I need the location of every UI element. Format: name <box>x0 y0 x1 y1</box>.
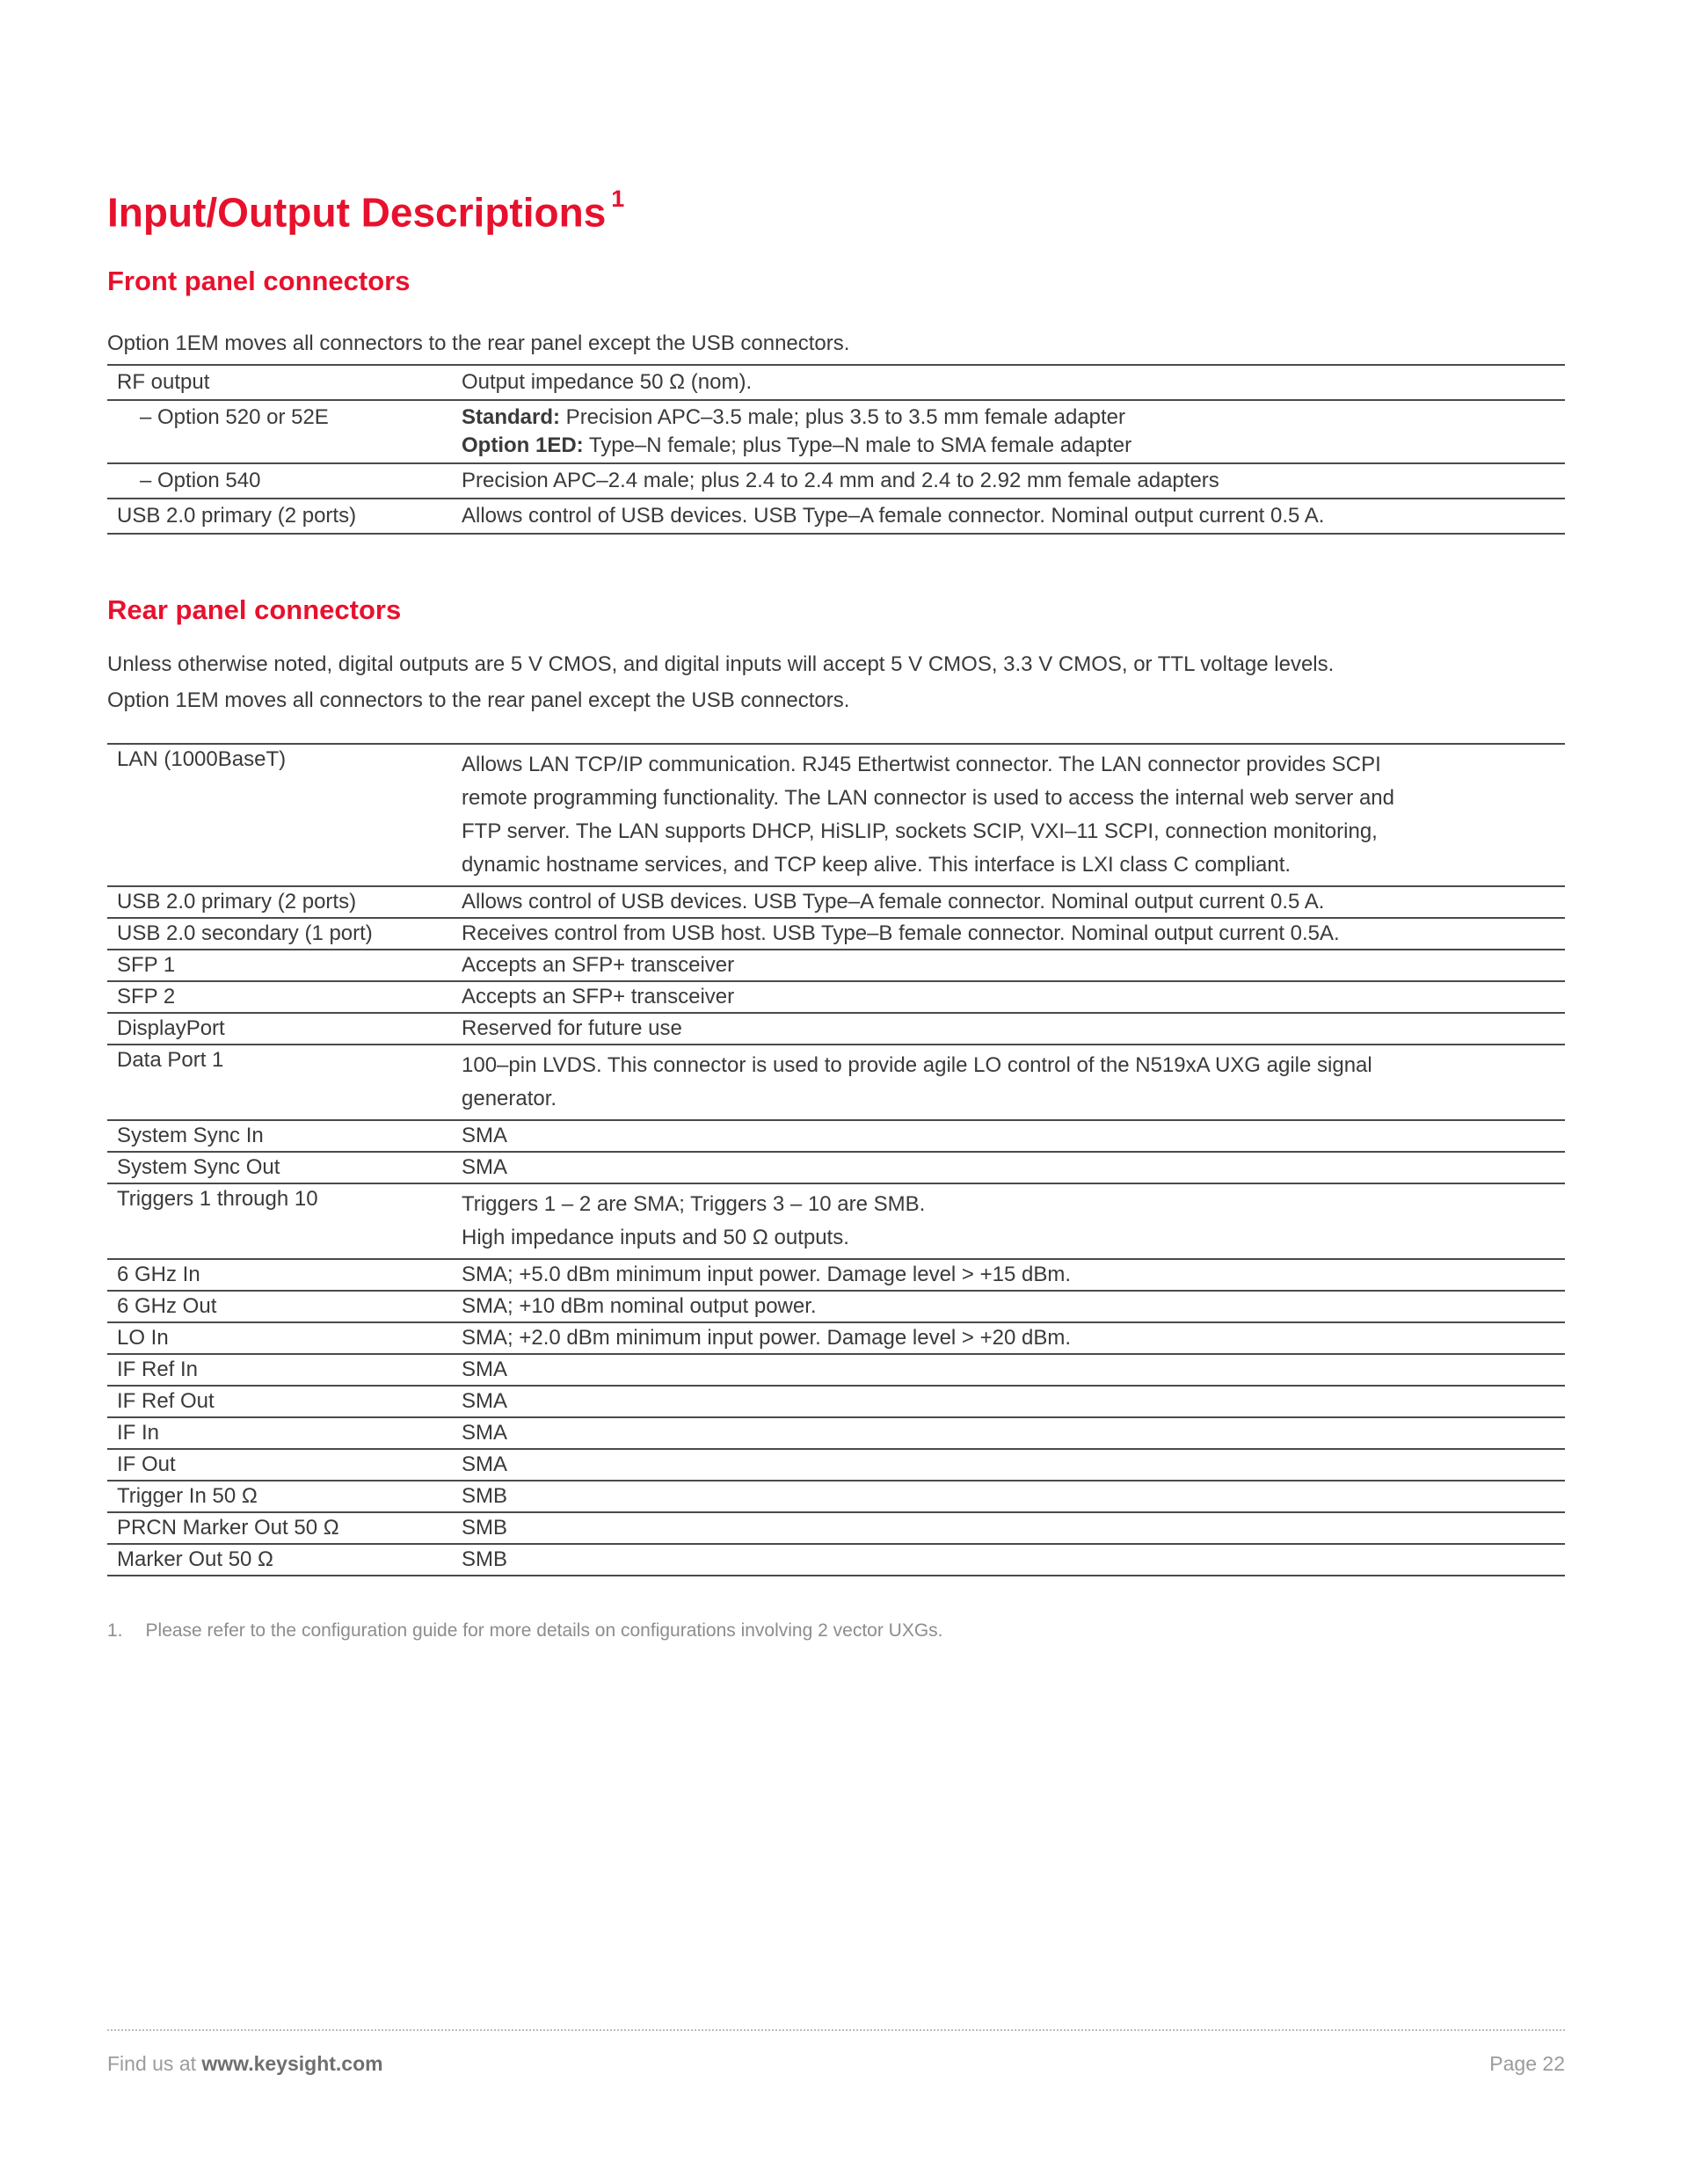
table-row <box>107 1259 1565 1291</box>
connector-label: 6 GHz Out <box>107 1291 462 1322</box>
description-line: Standard: Precision APC–3.5 male; plus 3.5 to 3.5 mm female adapter <box>462 405 1126 429</box>
description-line: remote programming functionality. The LAN connector is used to access the internal web server and <box>462 786 1394 810</box>
table-row <box>107 886 1565 918</box>
table-row <box>107 1481 1565 1512</box>
description-line: SMA <box>462 1155 508 1179</box>
connector-description <box>462 1449 1565 1481</box>
description-line: SMA; +5.0 dBm minimum input power. Damage level > +15 dBm. <box>462 1263 1071 1286</box>
description-line: Allows LAN TCP/IP communication. RJ45 Ethertwist connector. The LAN connector provides SCPI <box>462 753 1381 776</box>
rear-panel-intro-line: Option 1EM moves all connectors to the rear panel except the USB connectors. <box>107 688 850 712</box>
table-row <box>107 1013 1565 1045</box>
connector-description <box>462 1386 1565 1417</box>
connector-label: IF Ref Out <box>107 1386 462 1417</box>
description-line: FTP server. The LAN supports DHCP, HiSLIP, sockets SCIP, VXI–11 SCPI, connection monitoring, <box>462 819 1378 843</box>
footnote-text: Please refer to the configuration guide for more details on configurations involving 2 vector UXGs. <box>145 1620 943 1641</box>
description-bold-prefix: Standard: <box>462 405 561 429</box>
connector-label: System Sync In <box>107 1120 462 1152</box>
connector-description <box>462 1120 1565 1152</box>
rear-panel-heading: Rear panel connectors <box>107 594 402 625</box>
page-footer <box>107 2050 1565 2077</box>
table-row <box>107 1386 1565 1417</box>
connector-label: LO In <box>107 1322 462 1354</box>
connector-description <box>462 1183 1565 1259</box>
description-line: High impedance inputs and 50 Ω outputs. <box>462 1226 849 1249</box>
table-row <box>107 400 1565 463</box>
description-line: Precision APC–2.4 male; plus 2.4 to 2.4 mm and 2.4 to 2.92 mm female adapters <box>462 469 1219 492</box>
front-panel-heading: Front panel connectors <box>107 266 411 296</box>
description-line: SMA; +10 dBm nominal output power. <box>462 1294 817 1318</box>
title-footnote-reference: 1 <box>611 186 625 212</box>
footnote-marker: 1. <box>107 1620 123 1641</box>
table-row <box>107 1322 1565 1354</box>
description-line: SMA <box>462 1124 508 1147</box>
connector-description <box>462 1259 1565 1291</box>
connector-label: DisplayPort <box>107 1013 462 1045</box>
connector-description <box>462 1544 1565 1576</box>
connector-description <box>462 1152 1565 1183</box>
connector-description <box>462 1481 1565 1512</box>
description-line: SMB <box>462 1516 508 1540</box>
connector-label: Marker Out 50 Ω <box>107 1544 462 1576</box>
footnote <box>107 1618 1565 1644</box>
connector-label: Data Port 1 <box>107 1045 462 1120</box>
connector-description <box>462 400 1565 463</box>
description-line: Receives control from USB host. USB Type–B female connector. Nominal output current 0.5A. <box>462 921 1340 945</box>
description-line: Accepts an SFP+ transceiver <box>462 953 735 977</box>
connector-description <box>462 886 1565 918</box>
description-line: Reserved for future use <box>462 1016 682 1040</box>
connector-label: RF output <box>107 365 462 400</box>
table-row <box>107 463 1565 499</box>
footer-find-us <box>107 2050 383 2077</box>
description-line: Allows control of USB devices. USB Type–A female connector. Nominal output current 0.5 A. <box>462 504 1325 528</box>
description-line: Option 1ED: Type–N female; plus Type–N male to SMA female adapter <box>462 433 1132 457</box>
rear-panel-table <box>107 743 1565 1576</box>
connector-description <box>462 1322 1565 1354</box>
connector-description <box>462 1291 1565 1322</box>
connector-description <box>462 1045 1565 1120</box>
page-number: Page 22 <box>1489 2052 1565 2075</box>
description-line: SMA <box>462 1358 508 1381</box>
rear-panel-intro-line: Unless otherwise noted, digital outputs are 5 V CMOS, and digital inputs will accept 5 V CMOS, 3.3 V CMOS, or TTL voltage levels. <box>107 652 1335 676</box>
description-line: Triggers 1 – 2 are SMA; Triggers 3 – 10 are SMB. <box>462 1192 926 1216</box>
description-line: SMA <box>462 1421 508 1445</box>
table-row <box>107 1512 1565 1544</box>
connector-label: USB 2.0 primary (2 ports) <box>107 886 462 918</box>
front-panel-intro: Option 1EM moves all connectors to the rear panel except the USB connectors. <box>107 331 850 355</box>
table-row <box>107 1045 1565 1120</box>
connector-label: USB 2.0 primary (2 ports) <box>107 499 462 534</box>
connector-label: PRCN Marker Out 50 Ω <box>107 1512 462 1544</box>
connector-description <box>462 981 1565 1013</box>
table-row <box>107 1291 1565 1322</box>
connector-label: IF In <box>107 1417 462 1449</box>
description-line: Allows control of USB devices. USB Type–A female connector. Nominal output current 0.5 A. <box>462 890 1325 914</box>
description-line: dynamic hostname services, and TCP keep alive. This interface is LXI class C compliant. <box>462 853 1291 877</box>
table-row <box>107 365 1565 400</box>
table-row <box>107 1152 1565 1183</box>
description-line: Output impedance 50 Ω (nom). <box>462 370 753 394</box>
connector-label: – Option 540 <box>107 463 462 499</box>
description-line: SMA; +2.0 dBm minimum input power. Damage level > +20 dBm. <box>462 1326 1071 1350</box>
description-line: 100–pin LVDS. This connector is used to provide agile LO control of the N519xA UXG agile signal <box>462 1053 1372 1077</box>
description-bold-prefix: Option 1ED: <box>462 433 584 457</box>
description-line: generator. <box>462 1087 557 1110</box>
connector-label: Triggers 1 through 10 <box>107 1183 462 1259</box>
footer-divider <box>107 2029 1565 2031</box>
table-row <box>107 1354 1565 1386</box>
connector-label: 6 GHz In <box>107 1259 462 1291</box>
page-title <box>107 179 1565 237</box>
description-line: SMB <box>462 1484 508 1508</box>
connector-description <box>462 463 1565 499</box>
connector-description <box>462 1417 1565 1449</box>
connector-label: IF Out <box>107 1449 462 1481</box>
table-row <box>107 1183 1565 1259</box>
page-title-text: Input/Output Descriptions <box>107 189 607 236</box>
rear-panel-intro <box>107 646 1565 718</box>
table-row <box>107 499 1565 534</box>
table-row <box>107 1544 1565 1576</box>
connector-label: – Option 520 or 52E <box>107 400 462 463</box>
connector-description <box>462 918 1565 950</box>
table-row <box>107 1449 1565 1481</box>
connector-description <box>462 1354 1565 1386</box>
keysight-website-link[interactable]: www.keysight.com <box>201 2052 383 2075</box>
connector-description <box>462 950 1565 981</box>
connector-label: SFP 2 <box>107 981 462 1013</box>
description-line: SMB <box>462 1547 508 1571</box>
table-row <box>107 918 1565 950</box>
description-line: SMA <box>462 1452 508 1476</box>
table-row <box>107 950 1565 981</box>
connector-label: Trigger In 50 Ω <box>107 1481 462 1512</box>
description-line: Accepts an SFP+ transceiver <box>462 985 735 1008</box>
table-row <box>107 1120 1565 1152</box>
table-row <box>107 744 1565 886</box>
connector-description <box>462 1512 1565 1544</box>
connector-label: IF Ref In <box>107 1354 462 1386</box>
connector-description <box>462 499 1565 534</box>
connector-description <box>462 365 1565 400</box>
front-panel-table <box>107 364 1565 535</box>
find-us-label: Find us at <box>107 2052 202 2075</box>
connector-description <box>462 1013 1565 1045</box>
table-row <box>107 1417 1565 1449</box>
connector-description <box>462 744 1565 886</box>
table-row <box>107 981 1565 1013</box>
description-line: SMA <box>462 1389 508 1413</box>
connector-label: USB 2.0 secondary (1 port) <box>107 918 462 950</box>
connector-label: LAN (1000BaseT) <box>107 744 462 886</box>
connector-label: SFP 1 <box>107 950 462 981</box>
connector-label: System Sync Out <box>107 1152 462 1183</box>
